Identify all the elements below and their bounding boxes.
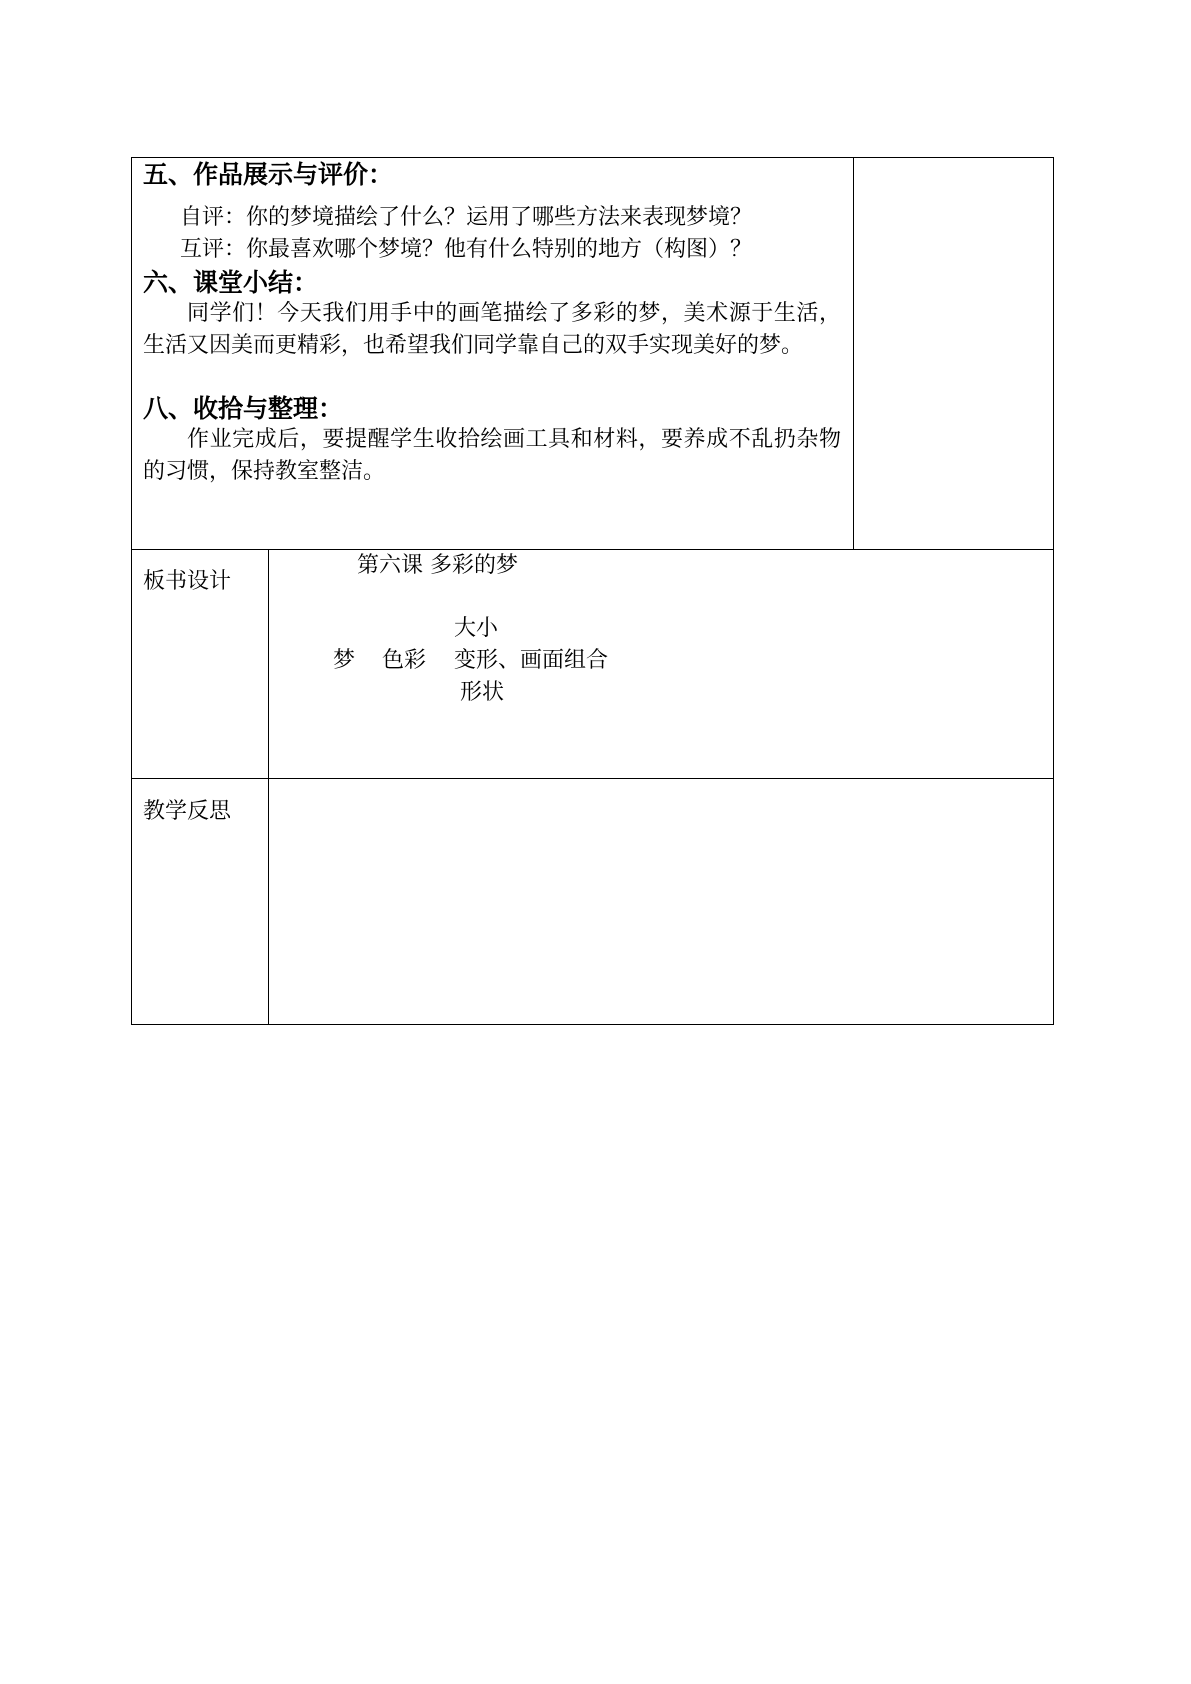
section6-body: 同学们！今天我们用手中的画笔描绘了多彩的梦，美术源于生活，生活又因美而更精彩，也希望我们同学靠自己的双手实现美好的梦。 bbox=[143, 301, 841, 358]
teaching-reflection-label: 教学反思 bbox=[143, 799, 232, 824]
board-lesson-title: 第六课 多彩的梦 bbox=[357, 553, 518, 578]
board-shape-text: 形状 bbox=[460, 680, 505, 705]
row-separator-1 bbox=[131, 549, 1054, 550]
board-design-label: 板书设计 bbox=[143, 569, 232, 594]
section6-title: 六、课堂小结： bbox=[143, 268, 319, 297]
label-column-divider bbox=[268, 549, 269, 1025]
board-dream-text: 梦 bbox=[333, 648, 356, 673]
top-row-divider bbox=[853, 157, 854, 550]
board-color-text: 色彩 bbox=[382, 648, 427, 673]
section5-title: 五、作品展示与评价： bbox=[143, 160, 394, 189]
row-separator-2 bbox=[131, 778, 1054, 779]
self-evaluation-text: 自评：你的梦境描绘了什么？运用了哪些方法来表现梦境？ bbox=[180, 205, 753, 230]
board-composition-text: 变形、画面组合 bbox=[454, 648, 609, 673]
section8-title: 八、收拾与整理： bbox=[143, 394, 344, 423]
section8-body: 作业完成后，要提醒学生收拾绘画工具和材料，要养成不乱扔杂物的习惯，保持教室整洁。 bbox=[143, 427, 841, 484]
board-size-text: 大小 bbox=[454, 616, 499, 641]
peer-evaluation-text: 互评：你最喜欢哪个梦境？他有什么特别的地方（构图）？ bbox=[180, 237, 753, 262]
